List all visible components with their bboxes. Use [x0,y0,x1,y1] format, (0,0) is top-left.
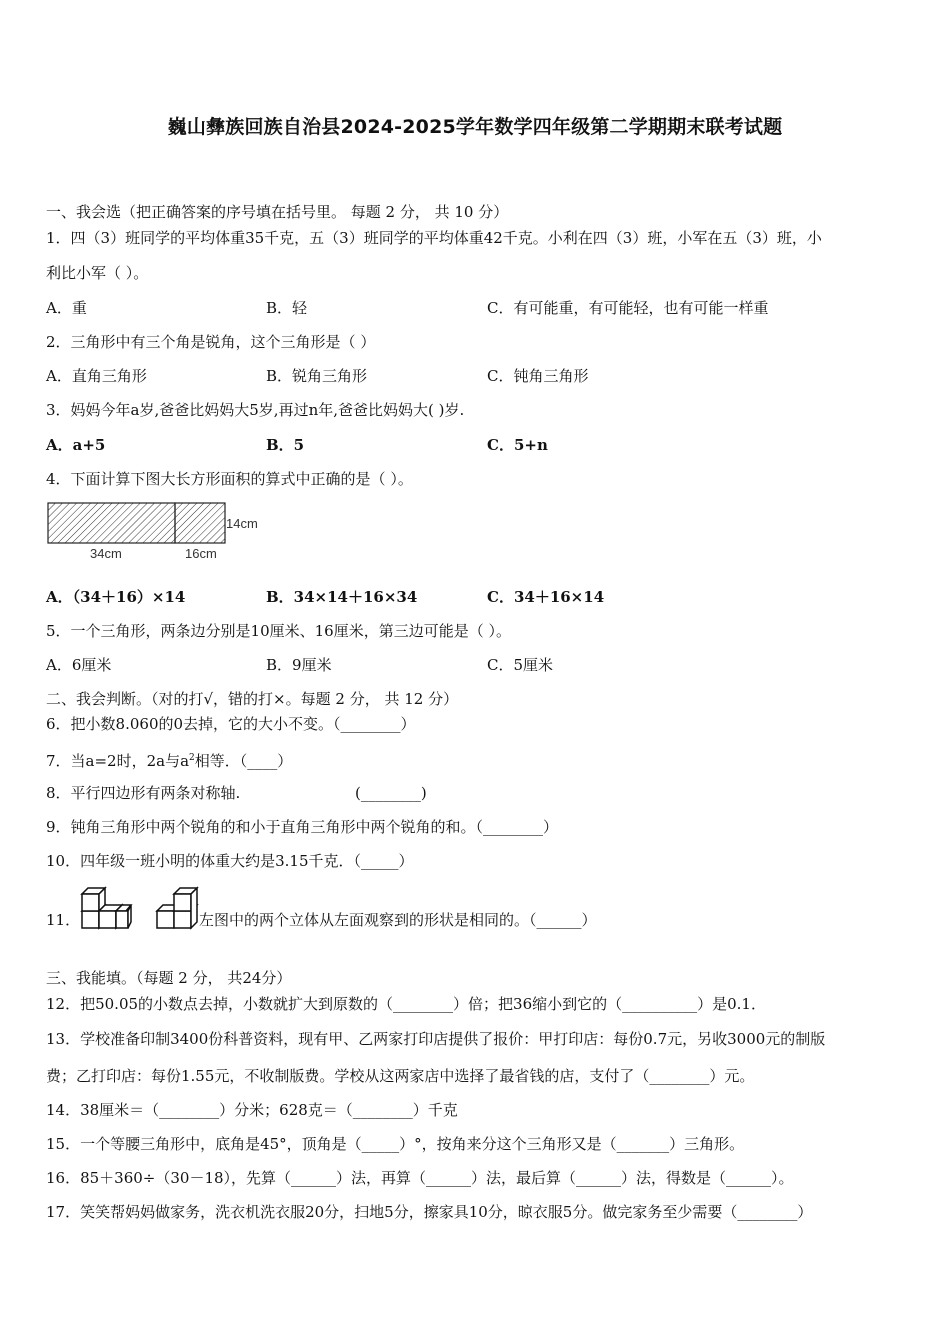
width2-label: 16cm [185,546,217,561]
section3-header: 三、我能填。（每题 2 分， 共24分） [46,969,292,987]
q1-option-c: C．有可能重，有可能轻，也有可能一样重 [487,299,769,317]
q4-option-a: A．（34＋16）×14 [46,588,186,606]
q13-text-line2: 费；乙打印店：每份1.55元，不收制版费。学校从这两家店中选择了最省钱的店，支付了（________）元。 [46,1067,755,1085]
q7-text-part2: 相等．（____） [194,752,293,770]
q1-text-line2: 利比小军（ ）。 [46,264,149,282]
q14-text: 14．38厘米＝（________）分米；628克＝（________）千克 [46,1101,458,1119]
q7-superscript: 2 [189,753,195,763]
page-title: 巍山彝族回族自治县2024-2025学年数学四年级第二学期期末联考试题 [167,116,783,138]
rectangle-right-part [175,503,225,543]
q15-text: 15．一个等腰三角形中，底角是45°，顶角是（_____）°，按角来分这个三角形又是（_______）三角形。 [46,1135,745,1153]
q3-option-a: A．a+5 [46,436,106,454]
width1-label: 34cm [90,546,122,561]
rectangle-figure [44,500,274,566]
q16-text: 16．85＋360÷（30－18），先算（______）法，再算（______）法，最后算（______）法，得数是（______）。 [46,1169,794,1187]
q8-text: 8．平行四边形有两条对称轴. [46,784,241,802]
q4-option-b: B．34×14＋16×34 [266,588,418,606]
q10-text: 10．四年级一班小明的体重大约是3.15千克．（_____） [46,852,414,870]
q1-text-line1: 1．四（3）班同学的平均体重35千克，五（3）班同学的平均体重42千克。小利在四（3）班，小军在五（3）班，小 [46,229,822,247]
q7-text [46,748,292,771]
q17-text: 17．笑笑帮妈妈做家务，洗衣机洗衣服20分，扫地5分，擦家具10分，晾衣服5分。做完家务至少需要（________） [46,1203,813,1221]
section1-header: 一、我会选（把正确答案的序号填在括号里。 每题 2 分， 共 10 分） [46,203,509,221]
cube-stack-right [155,885,201,931]
q2-text: 2．三角形中有三个角是锐角，这个三角形是（ ） [46,333,376,351]
q8-blank: (________) [355,784,427,802]
q5-option-c: C．5厘米 [487,656,554,674]
q3-option-b: B．5 [266,436,305,454]
q3-option-c: C．5+n [487,436,548,454]
q11-text: 左图中的两个立体从左面观察到的形状是相同的。（______） [199,911,597,929]
q7-text-part1: 7．当a=2时，2a与a [46,752,190,770]
q13-text-line1: 13．学校准备印制3400份科普资料，现有甲、乙两家打印店提供了报价：甲打印店：每份0.7元，另收3000元的制版 [46,1030,826,1048]
q5-option-a: A．6厘米 [46,656,112,674]
q11-number: 11． [46,911,81,929]
q5-text: 5．一个三角形，两条边分别是10厘米、16厘米，第三边可能是（ ）。 [46,622,511,640]
q12-text: 12．把50.05的小数点去掉，小数就扩大到原数的（________）倍；把36缩小到它的（__________）是0.1． [46,995,766,1013]
q2-option-a: A．直角三角形 [46,367,147,385]
q9-text: 9．钝角三角形中两个锐角的和小于直角三角形中两个锐角的和。（________） [46,818,559,836]
q4-text: 4．下面计算下图大长方形面积的算式中正确的是（ ）。 [46,470,413,488]
q1-option-a: A．重 [46,299,87,317]
q5-option-b: B．9厘米 [266,656,332,674]
section2-header: 二、我会判断。（对的打√，错的打×。每题 2 分， 共 12 分） [46,690,459,708]
q3-text: 3．妈妈今年a岁,爸爸比妈妈大5岁,再过n年,爸爸比妈妈大( )岁. [46,401,465,419]
q2-option-b: B．锐角三角形 [266,367,368,385]
q4-option-c: C．34＋16×14 [487,588,605,606]
height-label: 14cm [226,516,258,531]
cube-stack-left [80,885,134,931]
q1-option-b: B．轻 [266,299,308,317]
q6-text: 6．把小数8.060的0去掉，它的大小不变。（________） [46,715,416,733]
q2-option-c: C．钝角三角形 [487,367,589,385]
rectangle-left-part [48,503,175,543]
